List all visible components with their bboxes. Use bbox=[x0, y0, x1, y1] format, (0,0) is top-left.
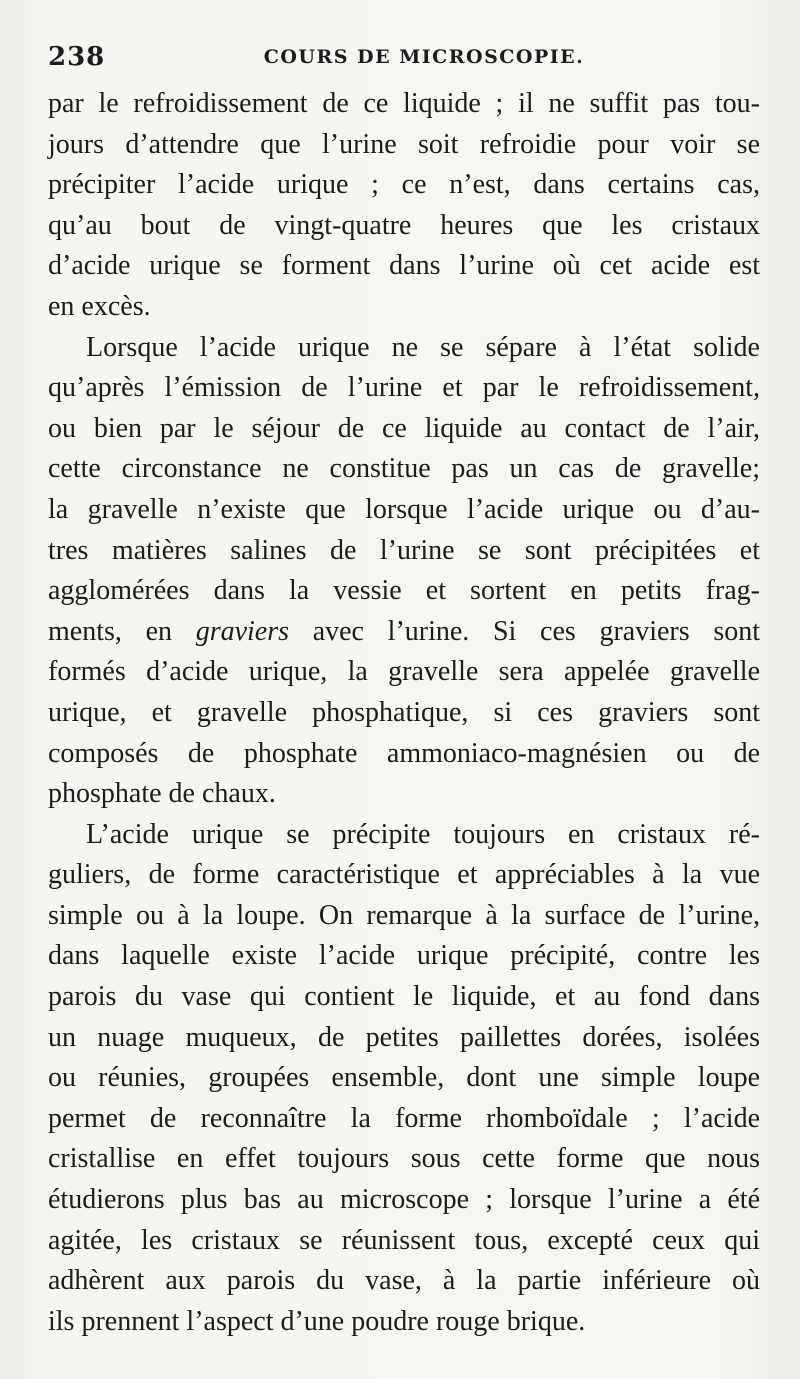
text-line: ou bien par le séjour de ce liquide au contact de l’air, bbox=[48, 412, 760, 444]
paragraph-start-line: L’acide urique se précipite toujours en cristaux ré- bbox=[86, 818, 760, 850]
text-line: cristallise en effet toujours sous cette forme que nous bbox=[48, 1143, 760, 1175]
text-line: un nuage muqueux, de petites paillettes dorées, isolées bbox=[48, 1021, 760, 1053]
text-line: permet de reconnaître la forme rhomboïdale ; l’acide bbox=[48, 1102, 760, 1134]
text-line: cette circonstance ne constitue pas un cas de gravelle; bbox=[48, 453, 760, 485]
text-line: ou réunies, groupées ensemble, dont une simple loupe bbox=[48, 1062, 760, 1094]
page-number: 238 bbox=[48, 42, 106, 72]
text-line-with-italic bbox=[48, 612, 760, 653]
text-line: par le refroidissement de ce liquide ; il ne suffit pas tou- bbox=[48, 88, 760, 119]
text-segment: avec l’urine. Si ces graviers sont bbox=[289, 615, 760, 647]
text-line: la gravelle n’existe que lorsque l’acide urique ou d’au- bbox=[48, 493, 760, 525]
text-line: adhèrent aux parois du vase, à la partie inférieure où bbox=[48, 1265, 760, 1297]
body-text bbox=[48, 84, 760, 1342]
text-line: tres matières salines de l’urine se sont précipitées et bbox=[48, 534, 760, 566]
text-line: qu’après l’émission de l’urine et par le refroidissement, bbox=[48, 372, 760, 404]
text-line: dans laquelle existe l’acide urique précipité, contre les bbox=[48, 940, 760, 972]
text-line: urique, et gravelle phosphatique, si ces graviers sont bbox=[48, 696, 760, 728]
text-line: parois du vase qui contient le liquide, et au fond dans bbox=[48, 981, 760, 1013]
page-header bbox=[48, 42, 760, 76]
text-line: formés d’acide urique, la gravelle sera appelée gravelle bbox=[48, 656, 760, 688]
text-line: composés de phosphate ammoniaco-magnésien ou de bbox=[48, 737, 760, 769]
text-line: jours d’attendre que l’urine soit refroidie pour voir se bbox=[48, 128, 760, 160]
italic-term: graviers bbox=[195, 615, 290, 647]
text-line: d’acide urique se forment dans l’urine où cet acide est bbox=[48, 250, 760, 282]
text-line: qu’au bout de vingt-quatre heures que les cristaux bbox=[48, 209, 760, 241]
text-line: agitée, les cristaux se réunissent tous, excepté ceux qui bbox=[48, 1224, 760, 1256]
text-segment: ments, en bbox=[48, 615, 196, 647]
text-line: simple ou à la loupe. On remarque à la surface de l’urine, bbox=[48, 899, 760, 931]
paragraph-start-line: Lorsque l’acide urique ne se sépare à l’état solide bbox=[86, 331, 760, 363]
text-line: étudierons plus bas au microscope ; lorsque l’urine a été bbox=[48, 1184, 760, 1216]
text-line: agglomérées dans la vessie et sortent en petits frag- bbox=[48, 575, 760, 607]
text-line: phosphate de chaux. bbox=[48, 778, 276, 810]
text-line: précipiter l’acide urique ; ce n’est, dans certains cas, bbox=[48, 169, 760, 201]
running-head: COURS DE MICROSCOPIE. bbox=[263, 46, 585, 68]
text-line: ils prennent l’aspect d’une poudre rouge brique. bbox=[48, 1305, 586, 1337]
text-line: guliers, de forme caractéristique et appréciables à la vue bbox=[48, 859, 760, 891]
text-line: en excès. bbox=[48, 290, 151, 322]
